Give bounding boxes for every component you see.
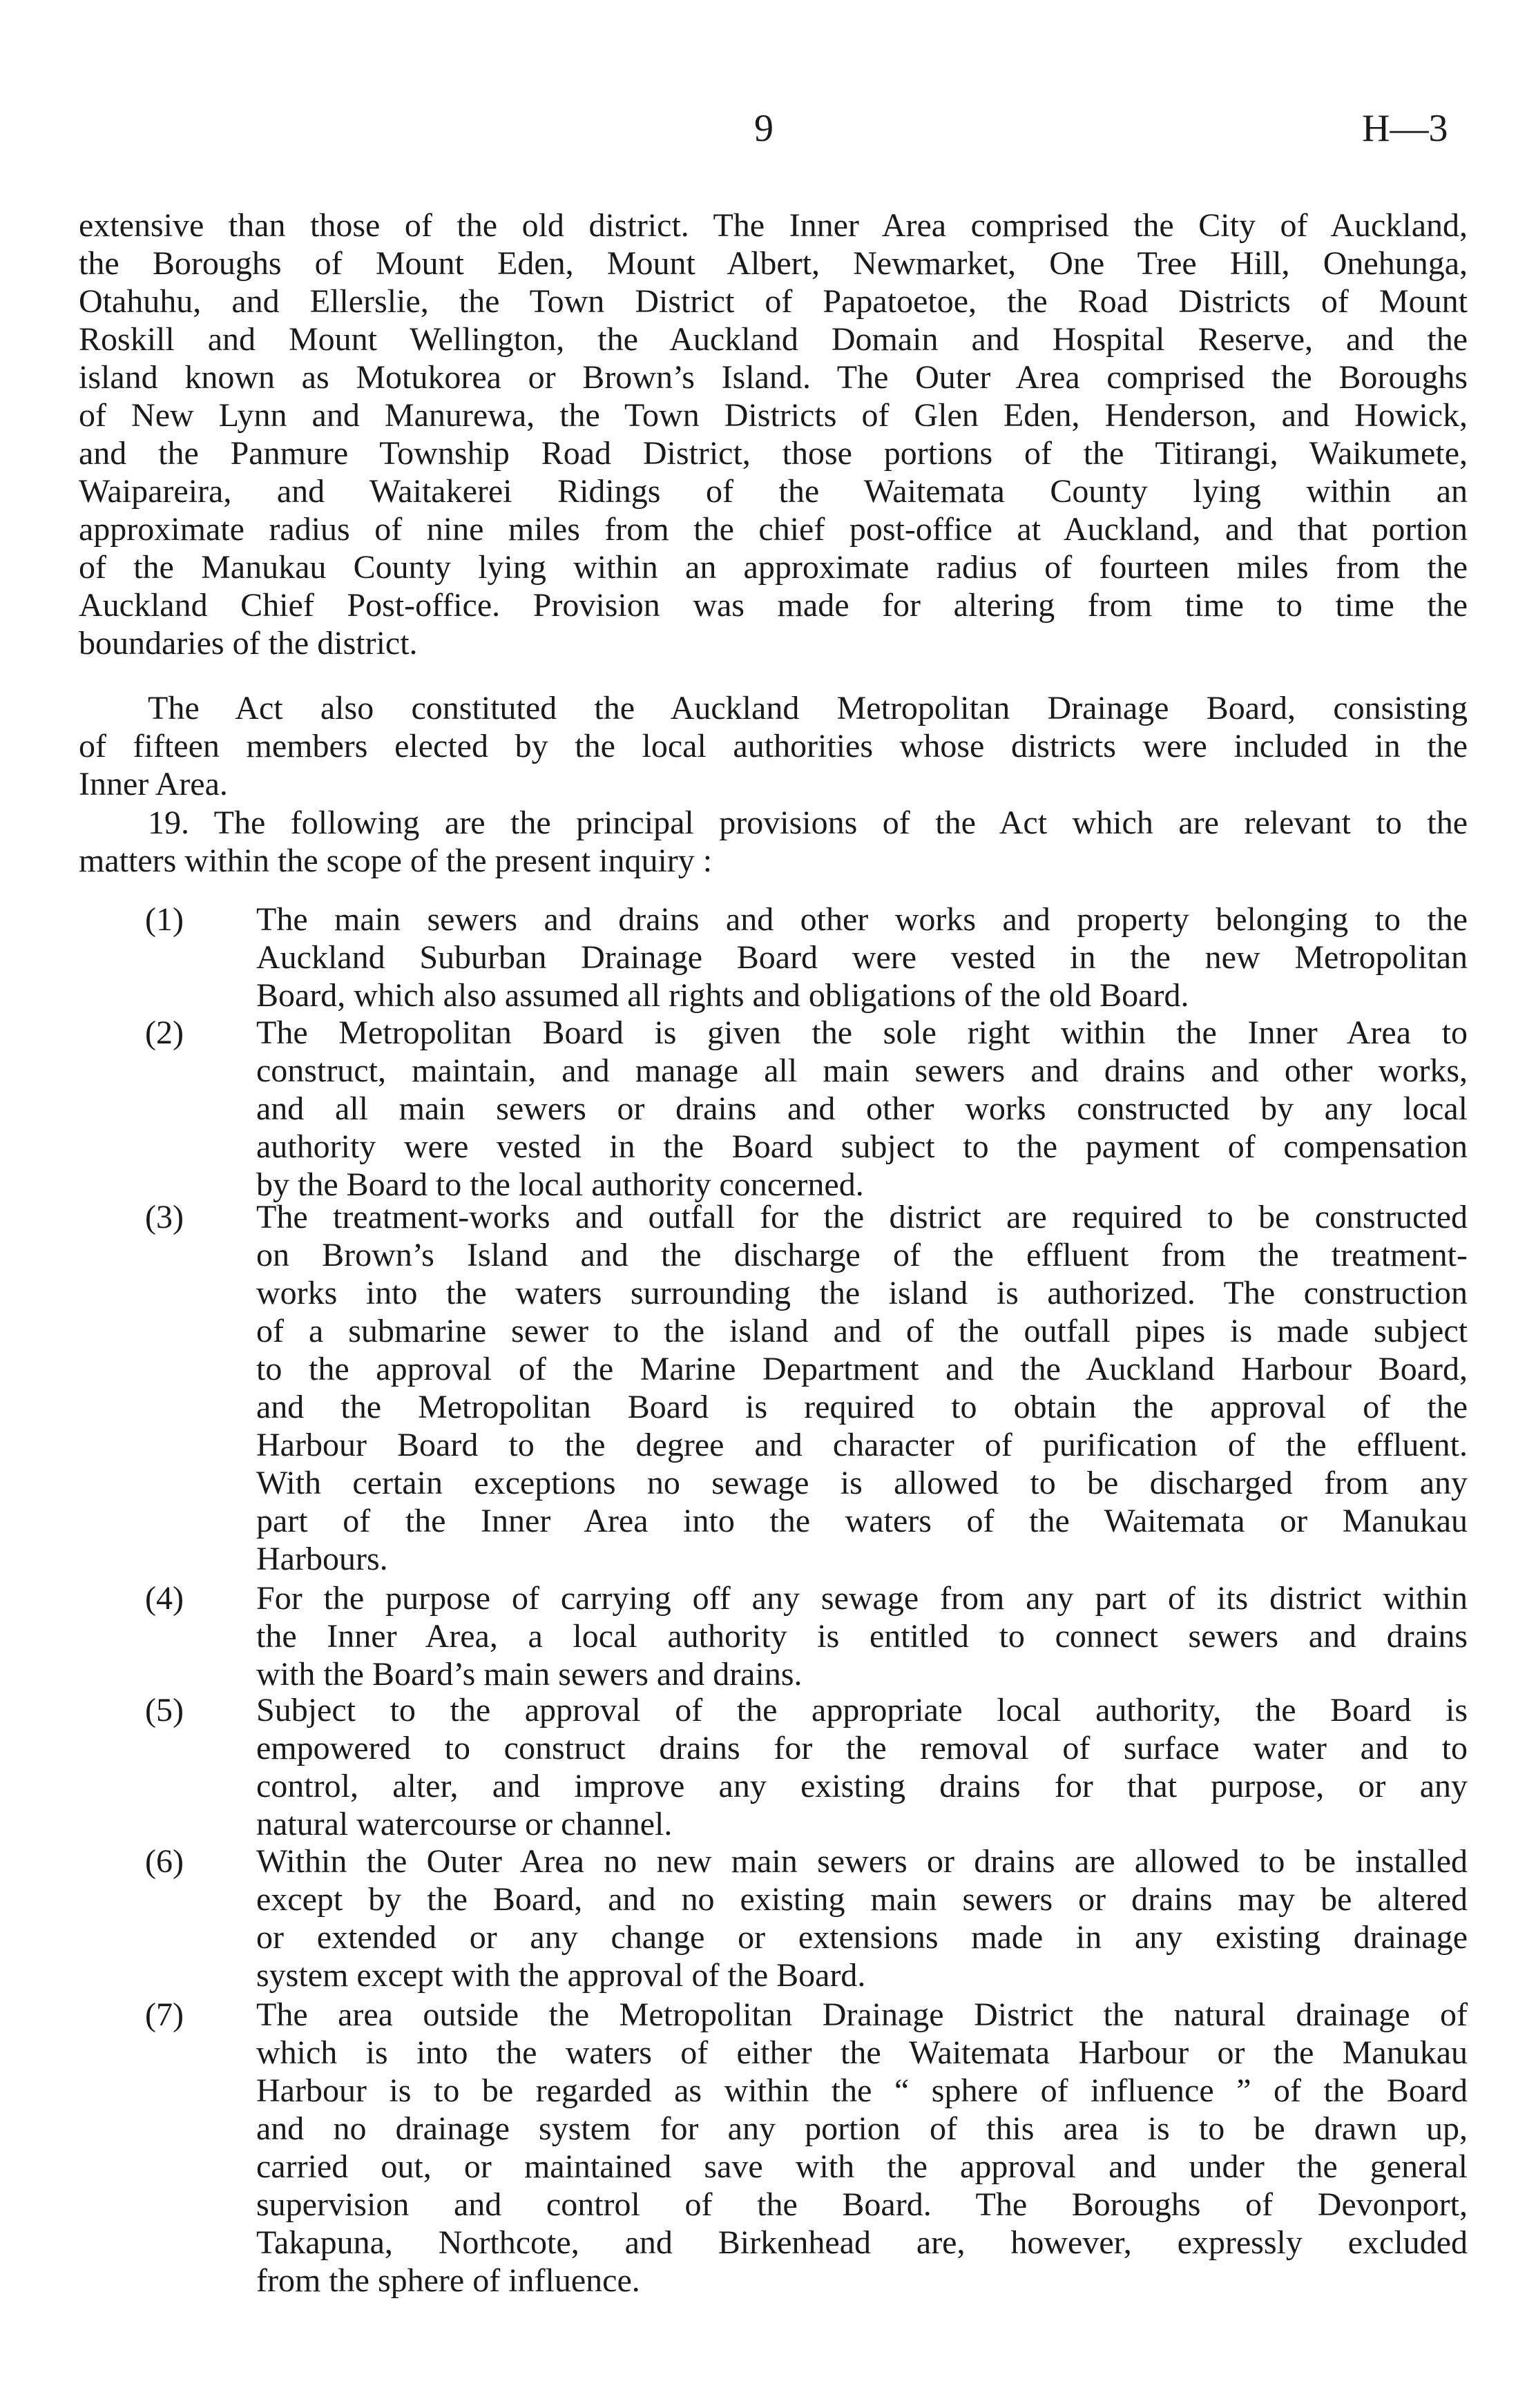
text-line: which is into the waters of either the Waitemata Harbour or the Manukau <box>256 2034 1468 2071</box>
text-line: part of the Inner Area into the waters of the Waitemata or Manukau <box>256 1503 1468 1539</box>
text-line: Harbour is to be regarded as within the “ sphere of influence ” of the Board <box>256 2072 1468 2109</box>
text-line: to the approval of the Marine Department and the Auckland Harbour Board, <box>256 1351 1468 1387</box>
paragraph <box>79 206 1468 662</box>
list-item-number: (2) <box>145 1014 184 1051</box>
text-line: The treatment-works and outfall for the district are required to be constructed <box>256 1199 1468 1235</box>
page-number: 9 <box>754 107 774 150</box>
list-item-number: (7) <box>145 1996 184 2033</box>
text-line: boundaries of the district. <box>79 625 418 662</box>
text-line: The Metropolitan Board is given the sole right within the Inner Area to <box>256 1014 1468 1051</box>
text-line: Takapuna, Northcote, and Birkenhead are, however, expressly excluded <box>256 2224 1468 2261</box>
text-line: except by the Board, and no existing main sewers or drains may be altered <box>256 1881 1468 1918</box>
text-line: construct, maintain, and manage all main sewers and drains and other works, <box>256 1052 1468 1089</box>
text-line: Subject to the approval of the appropriate local authority, the Board is <box>256 1692 1468 1728</box>
list-item-number: (5) <box>145 1692 184 1728</box>
list-item <box>145 1198 1468 1578</box>
text-line: Within the Outer Area no new main sewers or drains are allowed to be installed <box>256 1843 1468 1880</box>
text-line: control, alter, and improve any existing drains for that purpose, or any <box>256 1768 1468 1804</box>
list-item <box>145 1996 1468 2300</box>
text-line: matters within the scope of the present inquiry : <box>79 842 713 879</box>
text-line: approximate radius of nine miles from the chief post-office at Auckland, and that portion <box>79 511 1468 548</box>
text-line: island known as Motukorea or Brown’s Island. The Outer Area comprised the Boroughs <box>79 359 1468 396</box>
text-line: system except with the approval of the Board. <box>256 1957 866 1994</box>
document-reference: H—3 <box>1362 107 1448 150</box>
text-line: Harbours. <box>256 1541 388 1577</box>
text-line: authority were vested in the Board subject to the payment of compensation <box>256 1128 1468 1165</box>
text-line: Inner Area. <box>79 766 228 802</box>
text-line: by the Board to the local authority concerned. <box>256 1166 864 1203</box>
text-line: The area outside the Metropolitan Drainage District the natural drainage of <box>256 1996 1468 2033</box>
paragraph <box>79 689 1468 803</box>
text-line: of fifteen members elected by the local authorities whose districts were included in the <box>79 728 1468 764</box>
text-line: Otahuhu, and Ellerslie, the Town District of Papatoetoe, the Road Districts of Mount <box>79 283 1468 320</box>
text-line: 19. The following are the principal provisions of the Act which are relevant to the <box>148 805 1468 841</box>
text-line: Roskill and Mount Wellington, the Auckland Domain and Hospital Reserve, and the <box>79 321 1468 358</box>
paragraph <box>79 804 1468 880</box>
text-line: the Boroughs of Mount Eden, Mount Albert, Newmarket, One Tree Hill, Onehunga, <box>79 245 1468 282</box>
text-line: supervision and control of the Board. The Boroughs of Devonport, <box>256 2186 1468 2223</box>
list-item-number: (1) <box>145 901 184 938</box>
text-line: extensive than those of the old district. The Inner Area comprised the City of Auckland, <box>79 207 1468 244</box>
list-item <box>145 1014 1468 1204</box>
text-line: Board, which also assumed all rights and obligations of the old Board. <box>256 977 1189 1014</box>
text-line: Harbour Board to the degree and character of purification of the effluent. <box>256 1427 1468 1463</box>
text-line: Auckland Chief Post-office. Provision was made for altering from time to time the <box>79 587 1468 624</box>
list-item <box>145 1691 1468 1843</box>
text-line: empowered to construct drains for the removal of surface water and to <box>256 1730 1468 1766</box>
list-item <box>145 900 1468 1014</box>
text-line: The Act also constituted the Auckland Metropolitan Drainage Board, consisting <box>148 690 1468 726</box>
text-line: and the Metropolitan Board is required to obtain the approval of the <box>256 1389 1468 1425</box>
text-line: Waipareira, and Waitakerei Ridings of the Waitemata County lying within an <box>79 473 1468 510</box>
text-line: with the Board’s main sewers and drains. <box>256 1656 803 1693</box>
text-line: from the sphere of influence. <box>256 2262 640 2299</box>
text-line: works into the waters surrounding the island is authorized. The construction <box>256 1275 1468 1311</box>
text-line: of the Manukau County lying within an approximate radius of fourteen miles from the <box>79 549 1468 586</box>
list-item <box>145 1842 1468 1994</box>
list-item <box>145 1579 1468 1693</box>
list-item-number: (3) <box>145 1199 184 1235</box>
text-line: carried out, or maintained save with the approval and under the general <box>256 2148 1468 2185</box>
text-line: With certain exceptions no sewage is allowed to be discharged from any <box>256 1465 1468 1501</box>
text-line: For the purpose of carrying off any sewage from any part of its district within <box>256 1580 1468 1617</box>
text-line: natural watercourse or channel. <box>256 1806 673 1842</box>
text-line: and all main sewers or drains and other works constructed by any local <box>256 1090 1468 1127</box>
text-line: Auckland Suburban Drainage Board were vested in the new Metropolitan <box>256 939 1468 976</box>
text-line: the Inner Area, a local authority is entitled to connect sewers and drains <box>256 1618 1468 1655</box>
text-line: of a submarine sewer to the island and of the outfall pipes is made subject <box>256 1313 1468 1349</box>
list-item-number: (6) <box>145 1843 184 1880</box>
text-line: on Brown’s Island and the discharge of the effluent from the treatment- <box>256 1237 1468 1273</box>
list-item-number: (4) <box>145 1580 184 1617</box>
text-line: or extended or any change or extensions made in any existing drainage <box>256 1919 1468 1956</box>
text-line: and no drainage system for any portion of this area is to be drawn up, <box>256 2110 1468 2147</box>
text-line: of New Lynn and Manurewa, the Town Districts of Glen Eden, Henderson, and Howick, <box>79 397 1468 434</box>
text-line: and the Panmure Township Road District, those portions of the Titirangi, Waikumete, <box>79 435 1468 472</box>
text-line: The main sewers and drains and other works and property belonging to the <box>256 901 1468 938</box>
